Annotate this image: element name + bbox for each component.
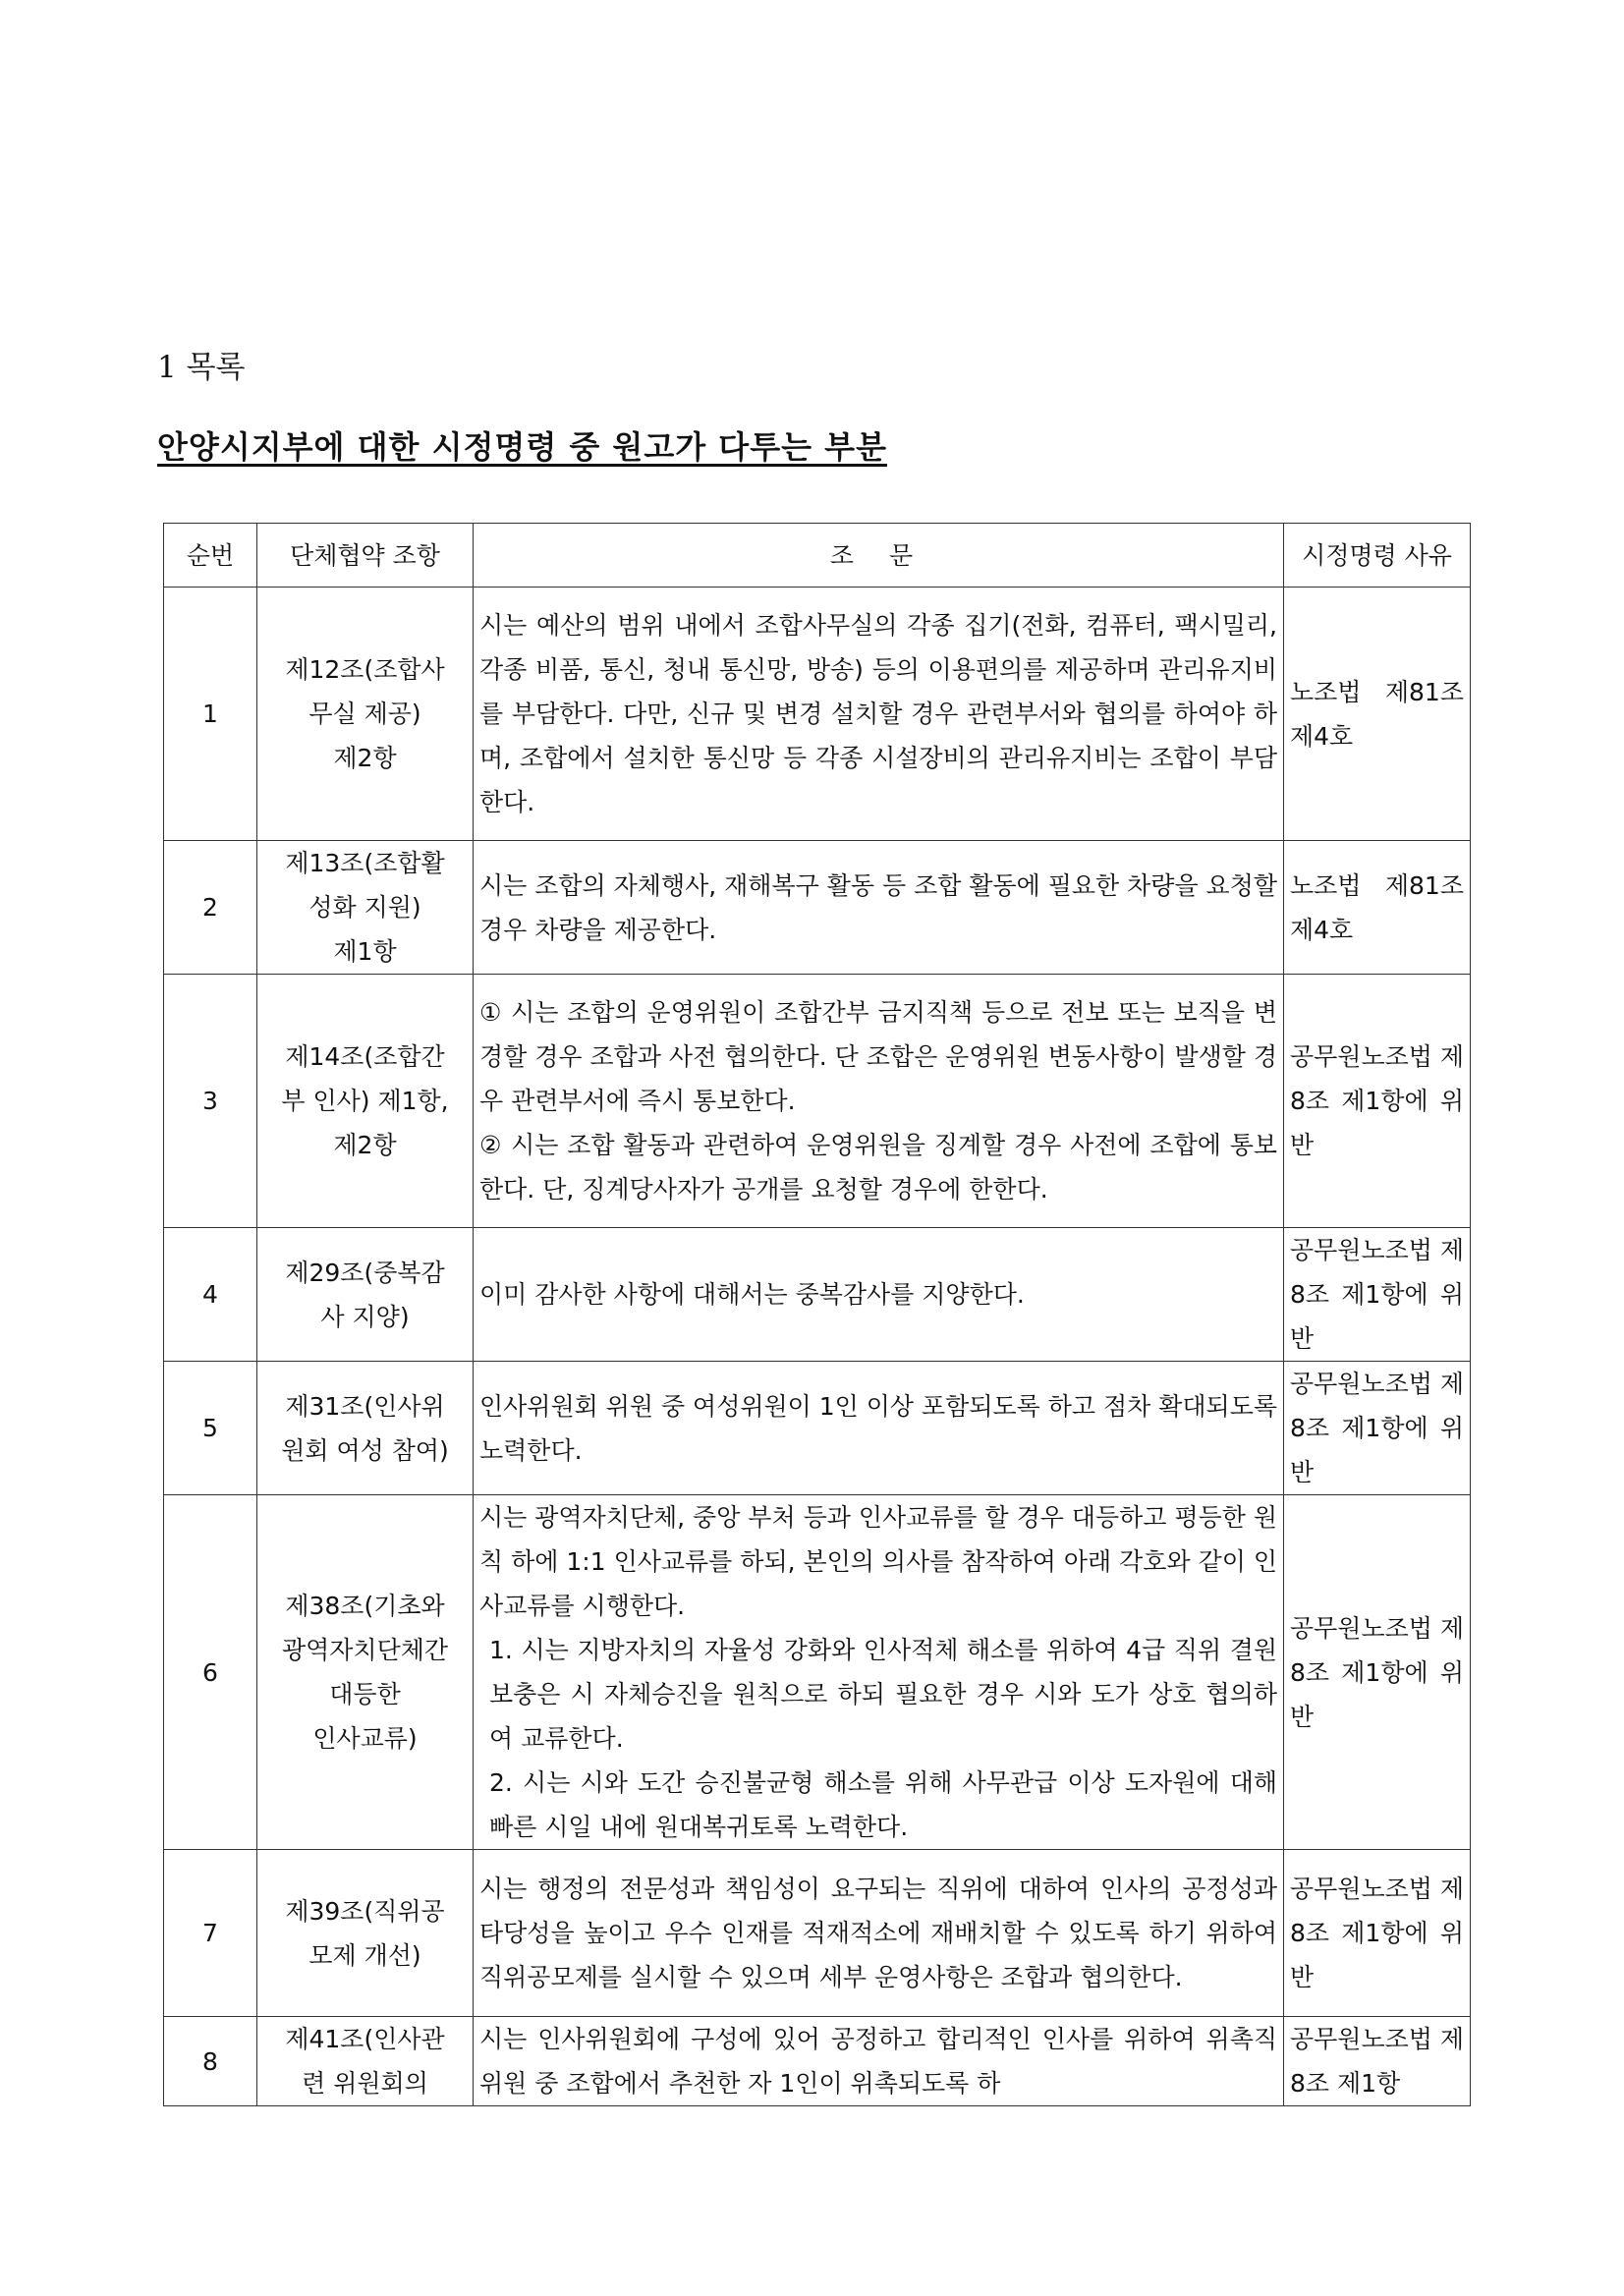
reason-cell bbox=[1284, 2017, 1471, 2106]
article-paragraph: 이미 감사한 사항에 대해서는 중복감사를 지양한다. bbox=[479, 1280, 1025, 1309]
clause-line: 성화 지원) bbox=[308, 893, 421, 922]
row-number: 6 bbox=[164, 1495, 257, 1850]
article-paragraph: 시는 행정의 전문성과 책임성이 요구되는 직위에 대하여 인사의 공정성과 타당성을 높이고 우수 인재를 적재적소에 재배치할 수 있도록 하기 위하여 직위공모제를 실시할 수 있으며 세부 운영사항은 조합과 협의한다. bbox=[479, 1875, 1277, 1991]
reason-text: 공무원노조법 제8조 제1항에 위반 bbox=[1290, 1236, 1464, 1353]
clause-line: 사 지양) bbox=[320, 1302, 410, 1331]
reason-cell bbox=[1284, 1495, 1471, 1850]
clause-cell bbox=[257, 1228, 474, 1362]
clause-line: 제41조(인사관 bbox=[285, 2025, 445, 2053]
article-text-cell bbox=[474, 975, 1284, 1228]
article-text-cell bbox=[474, 1228, 1284, 1362]
clause-line: 제1항 bbox=[333, 937, 397, 966]
reason-text: 공무원노조법 제8조 제1항에 위반 bbox=[1290, 1875, 1464, 1991]
reason-cell bbox=[1284, 588, 1471, 841]
article-paragraph: 1. 시는 지방자치의 자율성 강화와 인사적체 해소를 위하여 4급 직위 결원 보충은 시 자체승진을 원칙으로 하되 필요한 경우 시와 도가 상호 협의하여 교류한다. bbox=[489, 1636, 1277, 1753]
article-text-cell bbox=[474, 841, 1284, 975]
correction-order-table bbox=[163, 523, 1471, 2106]
clause-cell bbox=[257, 1495, 474, 1850]
clause-line: 제38조(기초와 bbox=[285, 1592, 445, 1620]
clause-line: 부 인사) 제1항, bbox=[281, 1087, 449, 1115]
reason-cell bbox=[1284, 1850, 1471, 2017]
article-paragraph: 인사위원회 위원 중 여성위원이 1인 이상 포함되도록 하고 점차 확대되도록 노력한다. bbox=[479, 1391, 1277, 1465]
reason-cell bbox=[1284, 975, 1471, 1228]
clause-line: 제29조(중복감 bbox=[285, 1258, 445, 1287]
reason-text: 노조법 제81조 제4호 bbox=[1290, 870, 1464, 944]
document-title: 안양시지부에 대한 시정명령 중 원고가 다투는 부분 bbox=[157, 428, 887, 466]
article-text-cell bbox=[474, 1495, 1284, 1850]
article-paragraph: ② 시는 조합 활동과 관련하여 운영위원을 징계할 경우 사전에 조합에 통보한다. 단, 징계당사자가 공개를 요청할 경우에 한한다. bbox=[479, 1131, 1277, 1204]
article-text-cell bbox=[474, 1850, 1284, 2017]
clause-line: 제14조(조합간 bbox=[285, 1042, 445, 1071]
clause-line: 대등한 bbox=[329, 1680, 401, 1708]
clause-line: 제2항 bbox=[333, 744, 397, 772]
article-paragraph: 시는 광역자치단체, 중앙 부처 등과 인사교류를 할 경우 대등하고 평등한 원칙 하에 1:1 인사교류를 하되, 본인의 의사를 참작하여 아래 각호와 같이 인사교류를 시행한다. bbox=[479, 1503, 1277, 1620]
row-number: 5 bbox=[164, 1362, 257, 1495]
article-paragraph: 시는 조합의 자체행사, 재해복구 활동 등 조합 활동에 필요한 차량을 요청할 경우 차량을 제공한다. bbox=[479, 870, 1277, 944]
article-text-cell bbox=[474, 2017, 1284, 2106]
clause-cell bbox=[257, 841, 474, 975]
header-reason: 시정명령 사유 bbox=[1284, 524, 1471, 588]
clause-line: 제13조(조합활 bbox=[285, 849, 445, 877]
row-number: 7 bbox=[164, 1850, 257, 2017]
header-clause: 단체협약 조항 bbox=[257, 524, 474, 588]
clause-line: 모제 개선) bbox=[308, 1940, 421, 1970]
table-row bbox=[164, 1228, 1471, 1362]
clause-line: 무실 제공) bbox=[308, 700, 421, 728]
clause-line: 원회 여성 참여) bbox=[281, 1435, 449, 1465]
table-row bbox=[164, 1495, 1471, 1850]
header-text: 조 문 bbox=[474, 524, 1284, 588]
reason-text: 공무원노조법 제8조 제1항에 위반 bbox=[1290, 1613, 1464, 1731]
clause-cell bbox=[257, 2017, 474, 2106]
reason-text: 노조법 제81조 제4호 bbox=[1290, 677, 1464, 751]
article-paragraph: ① 시는 조합의 운영위원이 조합간부 금지직책 등으로 전보 또는 보직을 변경할 경우 조합과 사전 협의한다. 단 조합은 운영위원 변동사항이 발생할 경우 관련부서에 즉시 통보한다. bbox=[479, 998, 1277, 1115]
clause-line: 제12조(조합사 bbox=[285, 655, 445, 684]
row-number: 4 bbox=[164, 1228, 257, 1362]
table-row bbox=[164, 1850, 1471, 2017]
clause-line: 제39조(직위공 bbox=[285, 1896, 445, 1926]
clause-line: 제31조(인사위 bbox=[285, 1391, 445, 1421]
clause-line: 제2항 bbox=[333, 1131, 397, 1159]
reason-text: 공무원노조법 제8조 제1항에 위반 bbox=[1290, 1370, 1464, 1486]
row-number: 3 bbox=[164, 975, 257, 1228]
table-row bbox=[164, 2017, 1471, 2106]
reason-cell bbox=[1284, 1228, 1471, 1362]
row-number: 2 bbox=[164, 841, 257, 975]
row-number: 8 bbox=[164, 2017, 257, 2106]
table-header-row bbox=[164, 524, 1471, 588]
article-paragraph: 시는 인사위원회에 구성에 있어 공정하고 합리적인 인사를 위하여 위촉직 위원 중 조합에서 추천한 자 1인이 위촉되도록 하 bbox=[479, 2025, 1277, 2098]
header-number: 순번 bbox=[164, 524, 257, 588]
article-text-cell bbox=[474, 1362, 1284, 1495]
reason-text: 공무원노조법 제8조 제1항에 위반 bbox=[1290, 1042, 1464, 1159]
table-row bbox=[164, 975, 1471, 1228]
section-heading: 1 목록 bbox=[157, 350, 246, 385]
article-text-cell bbox=[474, 588, 1284, 841]
clause-cell bbox=[257, 588, 474, 841]
clause-cell bbox=[257, 975, 474, 1228]
reason-cell bbox=[1284, 1362, 1471, 1495]
clause-line: 련 위원회의 bbox=[302, 2069, 428, 2098]
row-number: 1 bbox=[164, 588, 257, 841]
article-paragraph: 시는 예산의 범위 내에서 조합사무실의 각종 집기(전화, 컴퓨터, 팩시밀리, 각종 비품, 통신, 청내 통신망, 방송) 등의 이용편의를 제공하며 관리유지비를 부담한다. 다만, 신규 및 변경 설치할 경우 관련부서와 협의를 하여야 하며, 조합에서 설치한 통신망 등 각종 시설장비의 관리유지비는 조합이 부담한다. bbox=[479, 611, 1277, 816]
reason-cell bbox=[1284, 841, 1471, 975]
table-row bbox=[164, 1362, 1471, 1495]
clause-cell bbox=[257, 1362, 474, 1495]
article-paragraph: 2. 시는 시와 도간 승진불균형 해소를 위해 사무관급 이상 도자원에 대해 빠른 시일 내에 원대복귀토록 노력한다. bbox=[489, 1768, 1277, 1841]
clause-line: 광역자치단체간 bbox=[281, 1636, 449, 1664]
clause-cell bbox=[257, 1850, 474, 2017]
reason-text: 공무원노조법 제8조 제1항 bbox=[1290, 2025, 1464, 2098]
table-row bbox=[164, 841, 1471, 975]
table-row bbox=[164, 588, 1471, 841]
clause-line: 인사교류) bbox=[312, 1724, 418, 1753]
